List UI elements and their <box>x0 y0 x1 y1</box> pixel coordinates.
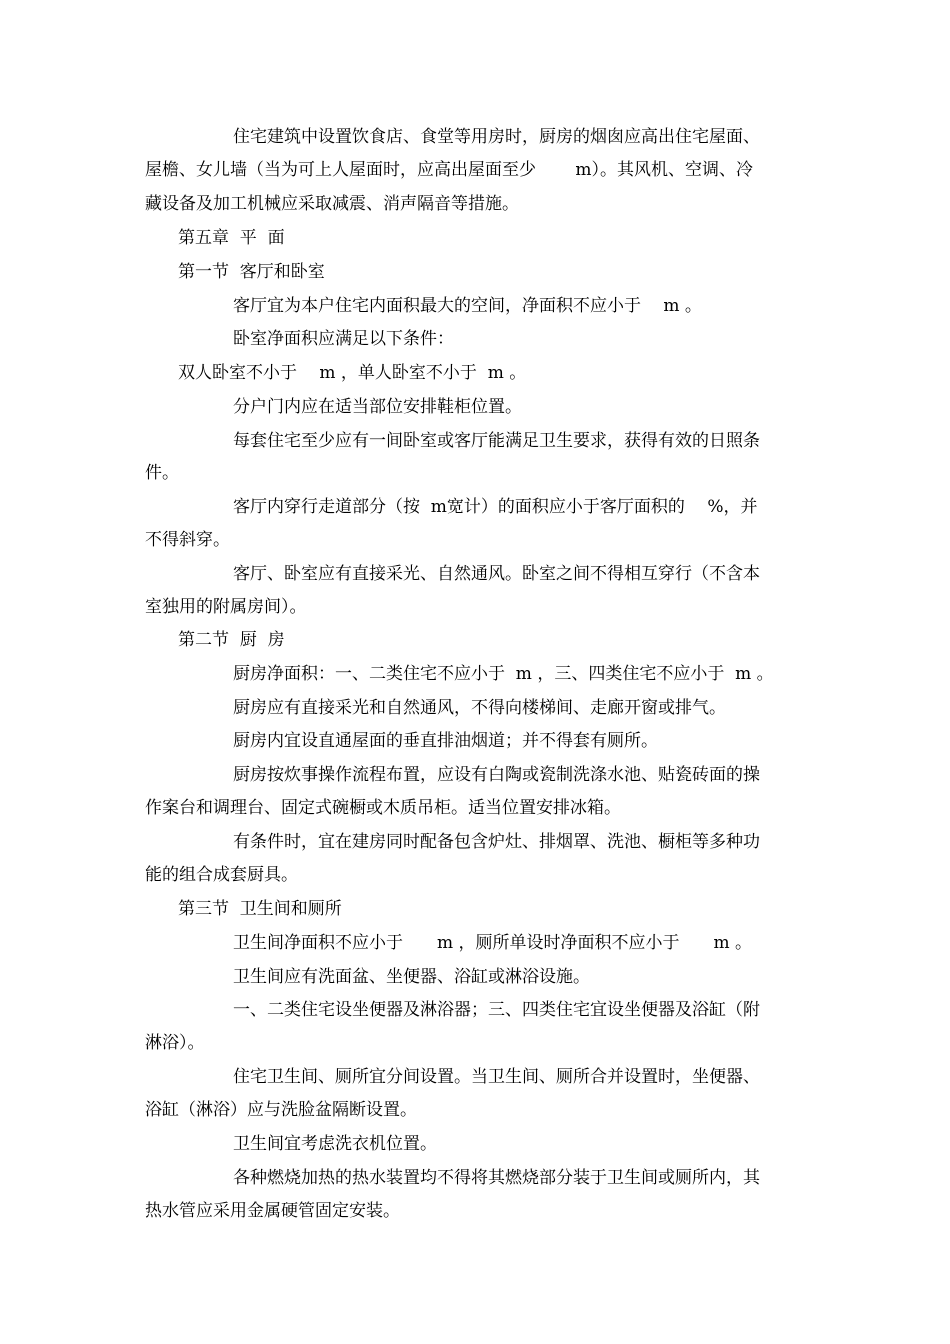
paragraph-line: 热水管应采用金属硬管固定安装。 <box>145 1201 400 1221</box>
paragraph-line: 客厅、卧室应有直接采光、自然通风。卧室之间不得相互穿行（不含本 <box>233 564 760 584</box>
paragraph-line: 室独用的附属房间）。 <box>145 597 307 617</box>
paragraph-line: 有条件时，宜在建房同时配备包含炉灶、排烟罩、洗池、橱柜等多种功 <box>233 832 760 852</box>
paragraph-line: 客厅宜为本户住宅内面积最大的空间，净面积不应小于 m 。 <box>233 296 702 316</box>
section-heading: 第一节 客厅和卧室 <box>178 262 325 282</box>
paragraph-line: 屋檐、女儿墙（当为可上人屋面时，应高出屋面至少 m）。其风机、空调、冷 <box>145 160 754 180</box>
paragraph-line: 件。 <box>145 463 179 483</box>
paragraph-line: 淋浴）。 <box>145 1033 205 1053</box>
paragraph-line: 双人卧室不小于 m ，单人卧室不小于 m 。 <box>178 363 527 383</box>
paragraph-line: 分户门内应在适当部位安排鞋柜位置。 <box>233 397 522 417</box>
paragraph-line: 卫生间应有洗面盆、坐便器、浴缸或淋浴设施。 <box>233 967 590 987</box>
paragraph-line: 客厅内穿行走道部分（按 m宽计）的面积应小于客厅面积的 %，并 <box>233 497 758 517</box>
chapter-heading: 第五章 平 面 <box>178 228 285 248</box>
paragraph-line: 卫生间宜考虑洗衣机位置。 <box>233 1134 437 1154</box>
paragraph-line: 卧室净面积应满足以下条件： <box>233 329 454 349</box>
section-heading: 第二节 厨 房 <box>178 630 285 650</box>
paragraph-line: 每套住宅至少应有一间卧室或客厅能满足卫生要求，获得有效的日照条 <box>233 431 760 451</box>
paragraph-line: 各种燃烧加热的热水装置均不得将其燃烧部分装于卫生间或厕所内，其 <box>233 1168 760 1188</box>
paragraph-line: 厨房净面积：一、二类住宅不应小于 m ，三、四类住宅不应小于 m 。 <box>233 664 774 684</box>
paragraph-line: 作案台和调理台、固定式碗橱或木质吊柜。适当位置安排冰箱。 <box>145 798 621 818</box>
paragraph-line: 浴缸（淋浴）应与洗脸盆隔断设置。 <box>145 1100 417 1120</box>
paragraph-line: 住宅建筑中设置饮食店、食堂等用房时，厨房的烟囱应高出住宅屋面、 <box>233 127 760 147</box>
paragraph-line: 不得斜穿。 <box>145 530 230 550</box>
paragraph-line: 一、二类住宅设坐便器及淋浴器；三、四类住宅宜设坐便器及浴缸（附 <box>233 1000 760 1020</box>
section-heading: 第三节 卫生间和厕所 <box>178 899 342 919</box>
paragraph-line: 卫生间净面积不应小于 m ，厕所单设时净面积不应小于 m 。 <box>233 933 753 953</box>
paragraph-line: 能的组合成套厨具。 <box>145 865 298 885</box>
paragraph-line: 藏设备及加工机械应采取减震、消声隔音等措施。 <box>145 194 519 214</box>
paragraph-line: 住宅卫生间、厕所宜分间设置。当卫生间、厕所合并设置时，坐便器、 <box>233 1067 760 1087</box>
paragraph-line: 厨房按炊事操作流程布置，应设有白陶或瓷制洗涤水池、贴瓷砖面的操 <box>233 765 760 785</box>
paragraph-line: 厨房内宜设直通屋面的垂直排油烟道；并不得套有厕所。 <box>233 731 658 751</box>
paragraph-line: 厨房应有直接采光和自然通风，不得向楼梯间、走廊开窗或排气。 <box>233 698 726 718</box>
